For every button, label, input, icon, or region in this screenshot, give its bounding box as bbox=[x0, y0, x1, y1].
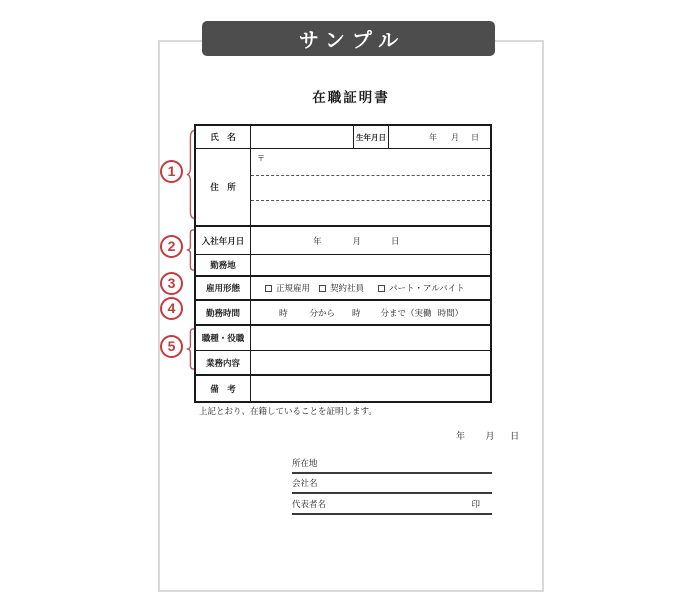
birth-year-unit: 年 bbox=[429, 132, 437, 142]
checkbox-icon bbox=[319, 285, 326, 292]
address-line-2 bbox=[251, 201, 490, 225]
remarks-label: 備 考 bbox=[196, 376, 251, 401]
work-location-input-area bbox=[251, 255, 490, 275]
section-number-4: 4 bbox=[160, 297, 183, 320]
section-number-2: 2 bbox=[160, 235, 183, 258]
signature-company-label: 会社名 bbox=[292, 478, 318, 488]
issue-day-unit: 日 bbox=[510, 431, 520, 441]
option-regular bbox=[265, 282, 310, 294]
job-description-row bbox=[196, 351, 490, 376]
remarks-row bbox=[196, 376, 490, 401]
birth-month-unit: 月 bbox=[451, 132, 459, 142]
hours-part-3: 時 bbox=[352, 307, 361, 318]
hours-part-2: 分から bbox=[309, 307, 336, 318]
section-brace-5 bbox=[185, 328, 194, 370]
join-month-unit: 月 bbox=[352, 235, 362, 246]
sample-banner-label: サンプル bbox=[298, 30, 406, 52]
checkbox-icon bbox=[265, 285, 272, 292]
signature-representative-label: 代表者名 bbox=[292, 499, 327, 509]
sample-banner bbox=[202, 21, 495, 56]
job-description-input-area bbox=[251, 351, 490, 374]
work-hours-label: 勤務時間 bbox=[196, 301, 251, 324]
address-input-area bbox=[251, 149, 490, 225]
work-location-row bbox=[196, 255, 490, 277]
job-title-label: 職種・役職 bbox=[196, 326, 251, 350]
employment-type-options bbox=[251, 277, 490, 299]
signature-representative-row bbox=[292, 497, 492, 515]
document-title: 在職証明書 bbox=[312, 90, 390, 105]
signature-location-row bbox=[292, 452, 492, 474]
remarks-input-area bbox=[251, 376, 490, 401]
hours-part-1: 時 bbox=[279, 307, 288, 318]
job-title-input-area bbox=[251, 326, 490, 350]
option-parttime bbox=[378, 282, 465, 294]
join-date-row bbox=[196, 227, 490, 255]
postal-code-line bbox=[251, 149, 490, 176]
address-label: 住 所 bbox=[196, 149, 251, 225]
option-contract-label: 契約社員 bbox=[330, 283, 365, 293]
work-hours-input-area bbox=[251, 301, 490, 324]
signature-location-label: 所在地 bbox=[292, 458, 318, 468]
hours-part-4: 分まで（実働 bbox=[380, 307, 432, 318]
signature-company-row bbox=[292, 476, 492, 494]
birth-day-unit: 日 bbox=[471, 132, 479, 142]
join-day-unit: 日 bbox=[391, 235, 400, 246]
employment-type-label: 雇用形態 bbox=[196, 277, 251, 299]
join-date-input-area bbox=[251, 227, 490, 254]
address-row bbox=[196, 149, 490, 227]
job-title-row bbox=[196, 326, 490, 351]
birthdate-label: 生年月日 bbox=[354, 126, 389, 148]
option-parttime-label: パート・アルバイト bbox=[389, 283, 465, 293]
join-date-label: 入社年月日 bbox=[196, 227, 251, 254]
issue-date bbox=[456, 429, 519, 442]
work-hours-row bbox=[196, 301, 490, 326]
section-brace-2 bbox=[185, 229, 194, 271]
option-contract bbox=[319, 282, 364, 294]
address-line-1 bbox=[251, 176, 490, 201]
hours-part-5: 時間） bbox=[437, 307, 464, 318]
certify-statement: 上記とおり、在籍していることを証明します。 bbox=[199, 406, 377, 416]
option-regular-label: 正規雇用 bbox=[276, 283, 311, 293]
name-input-area bbox=[251, 126, 354, 148]
section-number-5: 5 bbox=[160, 335, 183, 358]
section-number-3: 3 bbox=[160, 272, 183, 295]
postal-mark: 〒 bbox=[257, 154, 265, 163]
join-year-unit: 年 bbox=[313, 235, 322, 246]
checkbox-icon bbox=[378, 285, 385, 292]
issue-year-unit: 年 bbox=[456, 431, 466, 441]
work-location-label: 勤務地 bbox=[196, 255, 251, 275]
birthdate-input-area bbox=[389, 126, 490, 148]
employment-form-table bbox=[194, 124, 492, 403]
name-row bbox=[196, 126, 490, 149]
section-brace-1 bbox=[185, 129, 194, 220]
employment-type-row bbox=[196, 277, 490, 301]
section-number-1: 1 bbox=[160, 160, 183, 183]
job-description-label: 業務内容 bbox=[196, 351, 251, 374]
seal-mark: 印 bbox=[471, 499, 480, 509]
issue-month-unit: 月 bbox=[485, 431, 495, 441]
name-label: 氏 名 bbox=[196, 126, 251, 148]
document-page bbox=[158, 40, 544, 592]
